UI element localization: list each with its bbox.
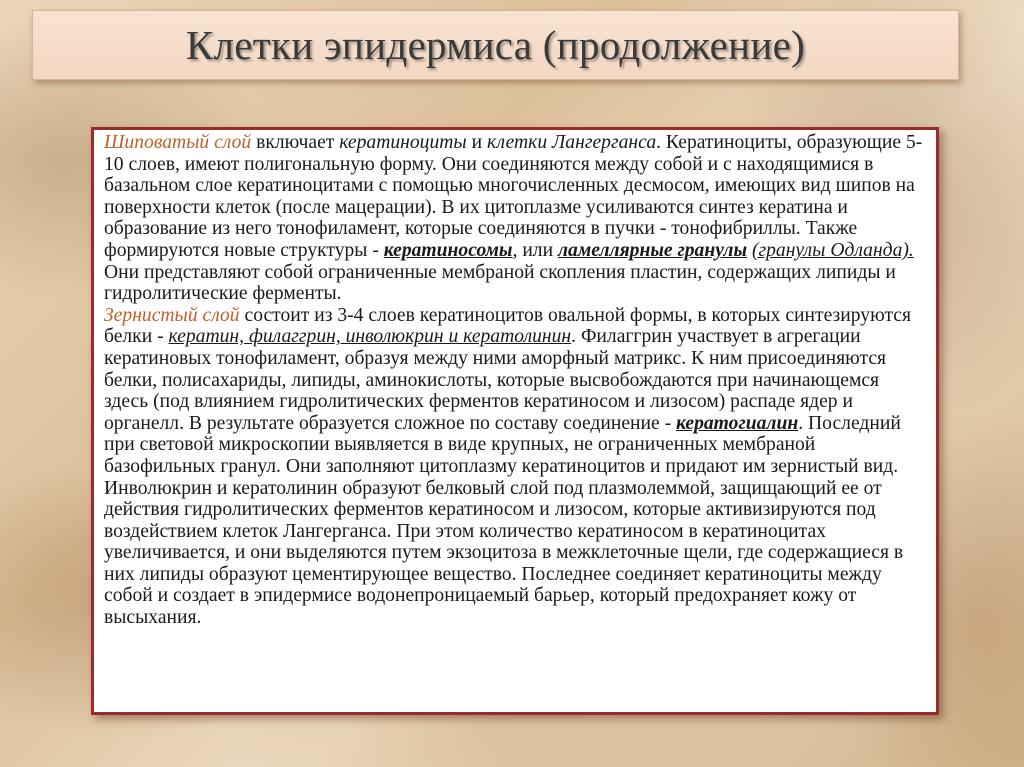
term-granular-layer: Зернистый слой: [104, 304, 240, 326]
text-segment: . Последний при световой микроскопии выявляется в виде крупных, не ограниченных мембраной базофильных гранул. Они заполняют цитоплазму кератиноцитов и придают им зернистый вид. Инволюкрин и кератолинин образуют белковый слой под плазмолеммой, защищающий ее от действия гидролитических ферментов кератиносом и лизосом, которые активизируются под воздействием клеток Лангерганса. При этом количество кератиносом в кератиноцитах увеличивается, и они выделяются путем экзоцитоза в межклеточные щели, где содержащиеся в них липиды образуют цементирующее вещество. Последнее соединяет кератиноциты между собой и создает в эпидермисе водонепроницаемый барьер, который предохраняет кожу от высыхания.: [104, 412, 904, 629]
text-segment: , или: [512, 239, 558, 261]
slide-title: Клетки эпидермиса (продолжение): [185, 22, 806, 68]
text-segment: состоит из 3-4 слоев кератиноцитов овальной формы, в которых синтезируются белки -: [104, 304, 911, 348]
term-langerhans-cells: клетки Лангерганса: [487, 132, 657, 153]
term-keratohyalin: кератогиалин: [676, 412, 799, 434]
paragraph-granular-layer: [104, 305, 926, 629]
term-spiny-layer: Шиповатый слой: [104, 132, 252, 153]
paragraph-spiny-layer: [104, 132, 926, 305]
term-keratinocytes: кератиноциты: [339, 132, 467, 153]
term-keratinosomes: кератиносомы: [383, 239, 513, 261]
text-segment: . Филаггрин участвует в агрегации кератиновых тонофиламент, образуя между ними аморфный матрикс. К ним присоединяются белки, полисахариды, липиды, аминокислоты, которые высвобождаются при начинающемся здесь (под влиянием гидролитических ферментов кератиносом и лизосом) распаде ядер и органелл. В результате образуется сложное по составу соединение -: [104, 326, 887, 434]
title-bar: [32, 10, 959, 80]
text-segment: Они представляют собой ограниченные мембраной скопления пластин, содержащих липиды и гидролитические ферменты.: [104, 261, 896, 305]
content-box: [91, 127, 939, 715]
text-segment: включает: [251, 132, 340, 153]
text-segment: и: [466, 132, 487, 153]
text-segment: . Кератиноциты, образующие 5-10 слоев, имеют полигональную форму. Они соединяются между собой и с находящимися в базальном слое кератиноцитами с помощью многочисленных десмосом, имеющих вид шипов на поверхности клеток (после мацерации). В их цитоплазме усиливаются синтез кератина и образование из него тонофиламент, которые соединяются в пучки - тонофибриллы. Также формируются новые структуры -: [104, 132, 923, 261]
term-proteins-list: кератин, филаггрин, инволюкрин и кератолинин: [168, 326, 572, 348]
term-odland-granules: (гранулы Одланда).: [751, 239, 914, 261]
term-lamellar-granules: ламеллярные гранулы: [557, 239, 748, 261]
